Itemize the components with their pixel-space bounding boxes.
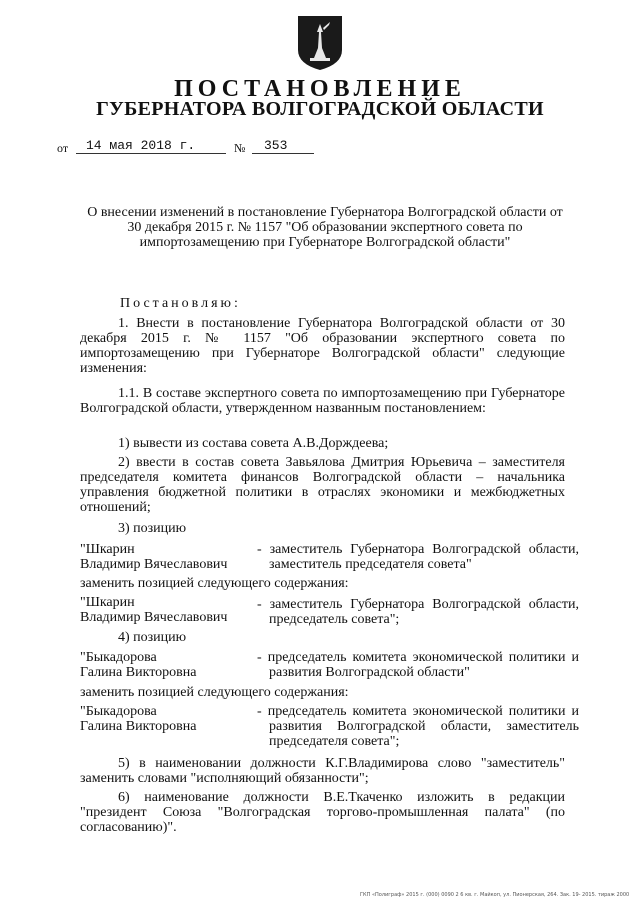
position-name-line1: "Шкарин [80, 542, 135, 557]
position-name-line1: "Шкарин [80, 595, 135, 610]
replace-text: заменить позицией следующего содержания: [80, 576, 349, 591]
document-number: 353 [264, 138, 288, 153]
item-4: 4) позицию [118, 630, 187, 645]
document-subject: О внесении изменений в постановление Губернатора Волгоградской области от 30 декабря 2015 г. № 1157 "Об образовании экспертного совета по импортозамещению при Губернаторе Волгоградской области" [87, 205, 563, 250]
replace-text: заменить позицией следующего содержания: [80, 685, 349, 700]
date-underline [76, 153, 226, 154]
position-description: - председатель комитета экономической политики и развития Волгоградской области, заместитель председателя совета"; [257, 704, 579, 749]
position-description: - председатель комитета экономической политики и развития Волгоградской области" [257, 650, 579, 680]
position-name-line1: "Быкадорова [80, 704, 157, 719]
position-name-line2: Галина Викторовна [80, 719, 197, 734]
position-name-line1: "Быкадорова [80, 650, 157, 665]
item-3: 3) позицию [118, 521, 187, 536]
document-date: 14 мая 2018 г. [86, 138, 196, 153]
document-title: ПОСТАНОВЛЕНИЕ [174, 76, 466, 102]
coat-of-arms-emblem [296, 14, 344, 72]
number-label: № [234, 141, 246, 155]
item-2: 2) ввести в состав совета Завьялова Дмитрия Юрьевича – заместителя председателя комитета финансов Волгоградской области – начальника управления бюджетной политики в отраслях экономики и межбюджетных отношений; [80, 455, 565, 515]
paragraph-1: 1. Внести в постановление Губернатора Волгоградской области от 30 декабря 2015 г. № 1157 "Об образовании экспертного совета по импортозамещению при Губернаторе Волгоградской области" следующие изменения: [80, 316, 565, 376]
item-6: 6) наименование должности В.Е.Ткаченко изложить в редакции "президент Союза "Волгоградская торгово-промышленная палата" (по согласованию)". [80, 790, 565, 835]
resolve-heading: Постановляю: [120, 296, 241, 311]
printer-footer: ГКП «Полиграф» 2015 г. (000) 0090 2 6 кв. г. Майкоп, ул. Пионерская, 264. Зак. 19- 2015. тираж 2000 [360, 892, 630, 898]
item-1: 1) вывести из состава совета А.В.Дорждеева; [118, 436, 389, 451]
paragraph-1-1: 1.1. В составе экспертного совета по импортозамещению при Губернаторе Волгоградской области, утвержденном названным постановлением: [80, 386, 565, 416]
date-label: от [57, 141, 69, 155]
number-underline [252, 153, 314, 154]
position-description: - заместитель Губернатора Волгоградской области, заместитель председателя совета" [257, 542, 579, 572]
position-name-line2: Владимир Вячеславович [80, 557, 228, 572]
document-subtitle: ГУБЕРНАТОРА ВОЛГОГРАДСКОЙ ОБЛАСТИ [96, 98, 544, 120]
position-description: - заместитель Губернатора Волгоградской области, председатель совета"; [257, 597, 579, 627]
position-name-line2: Владимир Вячеславович [80, 610, 228, 625]
item-5: 5) в наименовании должности К.Г.Владимирова слово "заместитель" заменить словами "исполняющий обязанности"; [80, 756, 565, 786]
position-name-line2: Галина Викторовна [80, 665, 197, 680]
